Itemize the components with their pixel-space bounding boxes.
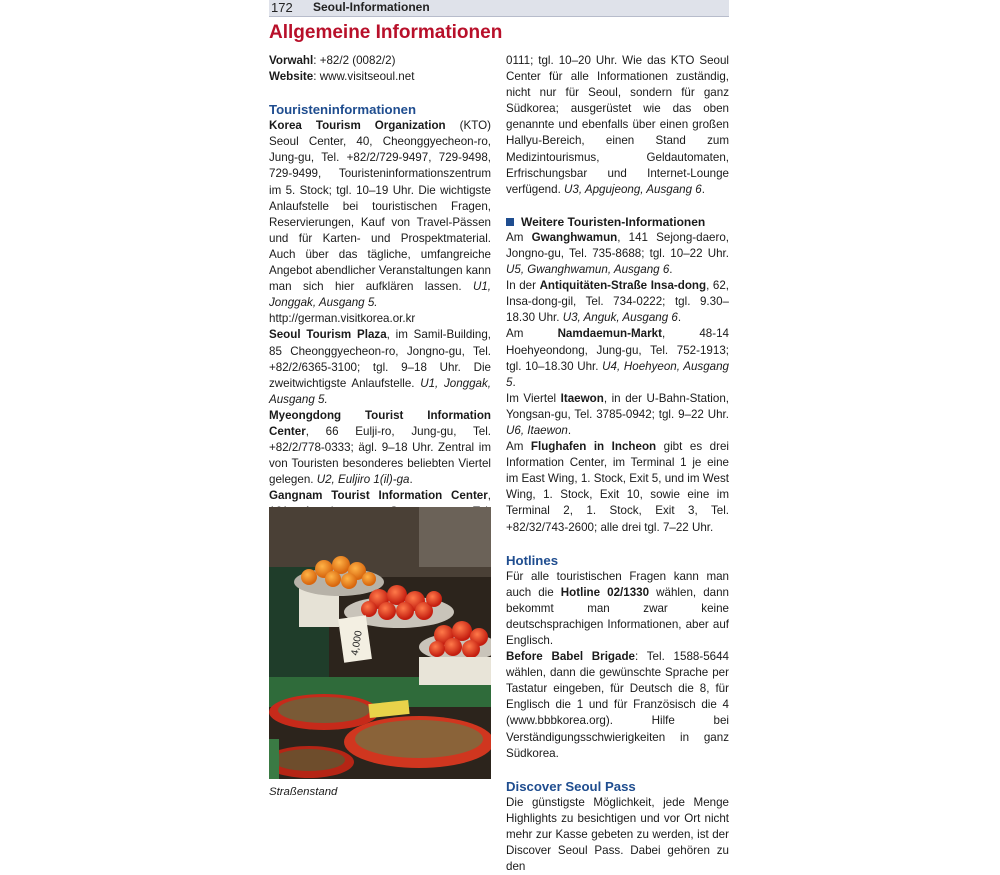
running-header-title: Seoul-Informationen bbox=[313, 0, 430, 14]
gwanghwamun-entry: Am Gwanghwamun, 141 Sejong-daero, Jongno-gu, Tel. 735-8688; tgl. 10–22 Uhr. U5, Gwanghwamun, Ausgang 6. bbox=[506, 230, 729, 277]
gangnam-entry: Gangnam Tourist Information Center, bbox=[269, 489, 491, 503]
photo-caption: Straßenstand bbox=[269, 786, 338, 798]
plaza-entry: Seoul Tourism Plaza, im Samil-Building, 85 Cheonggyecheon-ro, Jongno-gu, Tel. +82/2/6365-3100; tgl. 9–18 Uhr. Die zweitwichtigste Anlaufstelle. U1, Jonggak, Ausgang 5. bbox=[269, 328, 491, 406]
page-title: Allgemeine Informationen bbox=[269, 22, 503, 43]
price-tag-text: 4,000 bbox=[349, 629, 365, 657]
section-square-icon bbox=[506, 218, 514, 226]
running-header bbox=[269, 0, 729, 17]
incheon-entry: Am Flughafen in Incheon gibt es drei Information Center, im Terminal 1 je eine im East Wing, 1. Stock, Exit 5, und im West Wing, 1. Stock, Exit 10, sowie eine im Terminal 2, 1. Stock, Exit 3, Tel. +82/32/743-2600; alle drei tgl. 7–22 Uhr. bbox=[506, 440, 729, 534]
vorwahl-line: Vorwahl: +82/2 (0082/2) bbox=[269, 54, 396, 67]
right-column bbox=[506, 53, 729, 875]
market-stall-photo bbox=[269, 507, 491, 779]
website-line: Website: www.visitseoul.net bbox=[269, 70, 415, 84]
book-page bbox=[269, 0, 729, 874]
itaewon-entry: Im Viertel Itaewon, in der U-Bahn-Station, Yongsan-gu, Tel. 3785-0942; tgl. 9–22 Uhr. U6, Itaewon. bbox=[506, 391, 729, 437]
market-stall-image bbox=[269, 507, 491, 779]
namdaemun-entry: Am Namdaemun-Markt, 48-14 Hoehyeondong, Jung-gu, Tel. 752-1913; tgl. 10–18.30 Uhr. U4, Hoehyeon, Ausgang 5. bbox=[506, 327, 729, 389]
kto-url: http://german.visitkorea.or.kr bbox=[269, 312, 416, 326]
discover-pass-text: Die günstigste Möglichkeit, jede Menge Highlights zu besichtigen und vor Ort nicht mehr zur Kasse gebeten zu werden, ist der Discover Seoul Pass. Dabei gehören zu den bbox=[506, 795, 729, 874]
gangnam-entry-continued: 0111; tgl. 10–20 Uhr. Wie das KTO Seoul Center für alle Informationen zuständig, nicht nur für Seoul, sondern für ganz Südkorea; ausgerüstet wie das oben genannte und ebenfalls über einen großen Hallyu-Bereich, einen Stand zum Medizintourismus, Geldautomaten, Erfrischungsbar und Internet-Lounge verfügend. U3, Apgujeong, Ausgang 6. bbox=[506, 54, 729, 196]
left-column bbox=[269, 53, 491, 537]
heading-discover-seoul-pass: Discover Seoul Pass bbox=[506, 778, 636, 794]
hotline-entry: Für alle touristischen Fragen kann man auch die Hotline 02/1330 wählen, dann bekommt man zwar keine deutschsprachigen Informationen, aber auf Englisch. bbox=[506, 569, 729, 647]
kto-entry: Korea Tourism Organization (KTO) Seoul Center, 40, Cheonggyecheon-ro, Jung-gu, Tel. +82/2/729-9497, 729-9498, 729-9499, Touristeninformationszentrum im 5. Stock; tgl. 10–19 Uhr. Die wichtigste Anlaufstelle bei touristischen Fragen, Reservierungen, Kauf von Travel-Pässen und für Karten- und Prospektmaterial. Auch über das tägliche, umfangreiche Angebot abendlicher Veranstaltungen kann man sich hier aufklären lassen. U1, Jonggak, Ausgang 5. bbox=[269, 119, 491, 310]
insadong-entry: In der Antiquitäten-Straße Insa-dong, 62, Insa-dong-gil, Tel. 734-0222; tgl. 9.30–18.30 Uhr. U3, Anguk, Ausgang 6. bbox=[506, 279, 729, 325]
before-babel-entry: Before Babel Brigade: Tel. 1588-5644 wählen, dann die gewünschte Sprache per Tastatur eingeben, für Deutsch die 8, für Englisch die 1 und für Französisch die 4 (www.bbbkorea.org). Hilfe bei Verständigungsschwierigkeiten in ganz Südkorea. bbox=[506, 650, 729, 760]
heading-touristeninformationen: Touristeninformationen bbox=[269, 102, 417, 118]
heading-hotlines: Hotlines bbox=[506, 552, 559, 568]
myeongdong-entry: Myeongdong Tourist Information Center, 66 Eulji-ro, Jung-gu, Tel. +82/2/778-0333; ägl. 9–18 Uhr. Zentral im von Touristen besonderes beliebten Viertel gelegen. U2, Euljiro 1(il)-ga. bbox=[269, 408, 491, 487]
heading-weitere-informationen: Weitere Touristen-Informationen bbox=[506, 214, 729, 230]
page-number: 172 bbox=[271, 0, 293, 15]
